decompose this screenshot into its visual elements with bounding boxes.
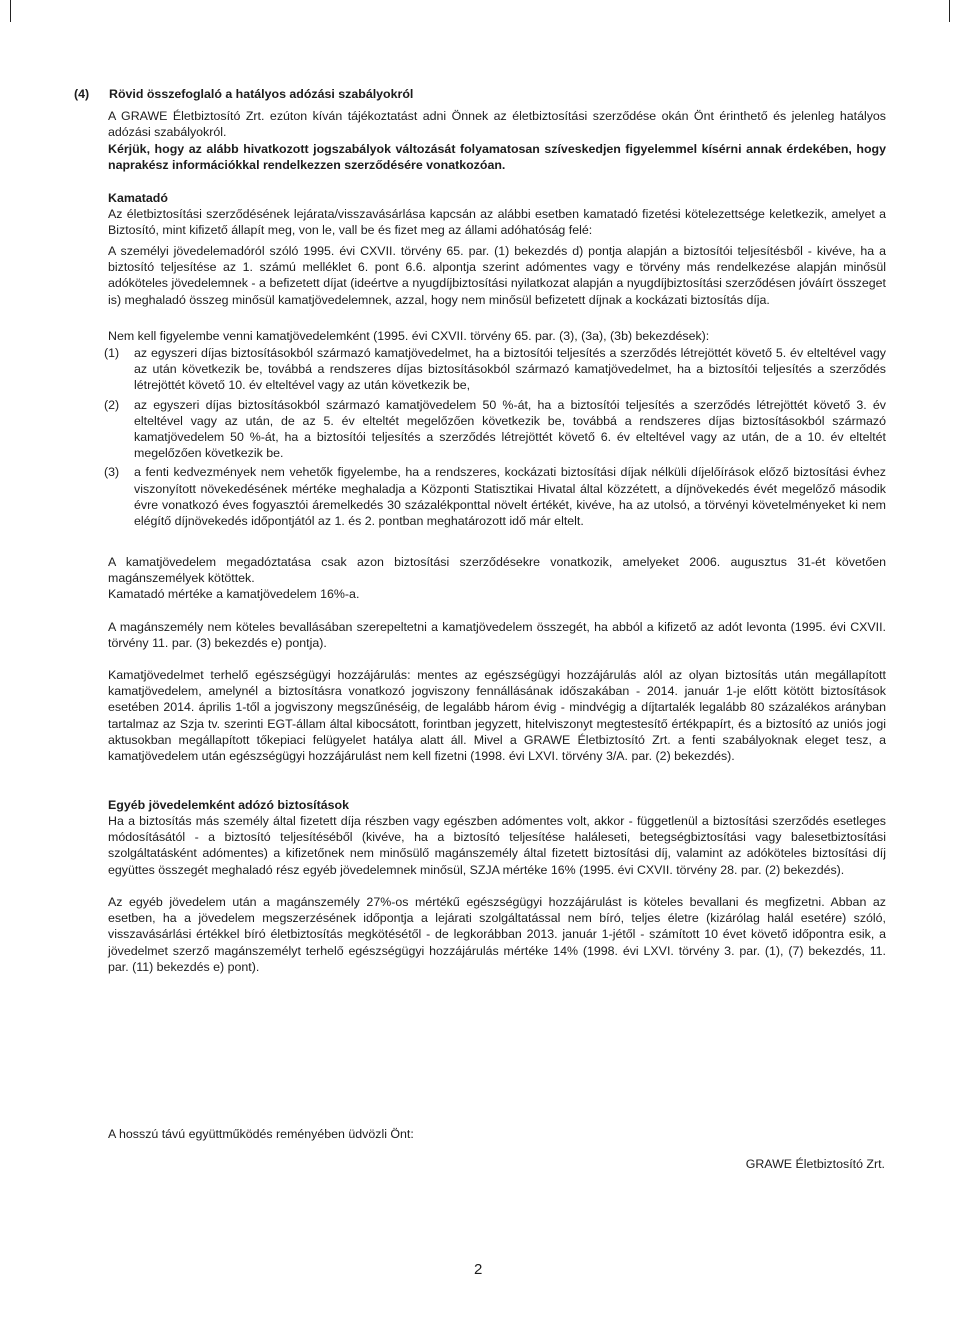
- crop-mark-left: [10, 0, 11, 22]
- intro-bold-paragraph: Kérjük, hogy az alább hivatkozott jogszabályok változását folyamatosan szíveskedjen figyelemmel kísérni annak érdekében, hogy naprakész információkkal rendelkezzen szerződésére vonatkozóan.: [108, 142, 886, 173]
- list-item-number: (1): [104, 346, 120, 360]
- list-item-text: az egyszeri díjas biztosításokból származó kamatjövedelem 50 %-át, ha a biztosítói teljesítés a szerződés létrejöttét követő 3. év elteltével vagy az után, de az 5. év elteltét megelőzően következik be, továbbá a rendszeres díjas biztosításokból származó kamatjövedelem 50 %-át, ha a biztosítói teljesítés a szerződés létrejöttét követő 6. év elteltével vagy az után, de a 10. év elteltét megelőzően következik be.: [134, 397, 886, 461]
- kamatado-paragraph-1: Az életbiztosítási szerződésének lejárata/visszavásárlása kapcsán az alábbi esetben kamatadó fizetési kötelezettsége keletkezik, amelyet a Biztosító, mint kifizető állapít meg, von le, vall be és fizet meg az állami adóhatóság felé:: [108, 207, 886, 238]
- section-title: [74, 86, 413, 102]
- kamatado-heading: Kamatadó: [108, 191, 168, 205]
- exemption-list: [104, 345, 886, 532]
- list-item-number: (3): [104, 465, 120, 480]
- kamatado-paragraph-2: A személyi jövedelemadóról szóló 1995. évi CXVII. törvény 65. par. (1) bekezdés d) pontja alapján a biztosítói teljesítésből - kivéve, ha a biztosító teljesítése az 1. számú melléklet 6. pont 6.6. alpontja szerint adómentes vagy e törvény más rendelkezése alapján minősül adóköteles jövedelemnek - a befizetett díjat (ideértve a nyugdíjbiztosítási nyilatkozat alapján a nyugdíjbiztosítási szerződésen jóváírt összeget is) meghaladó összeg minősül kamatjövedelemnek, azzal, hogy nem minősül befizetett díjnak a kockázati biztosítás díja.: [108, 244, 886, 307]
- egyeb-heading: Egyéb jövedelemként adózó biztosítások: [108, 798, 349, 812]
- list-item: [104, 345, 886, 394]
- crop-mark-right: [949, 0, 950, 22]
- kamatado-paragraph-7: Kamatjövedelmet terhelő egészségügyi hozzájárulás: mentes az egészségügyi hozzájárulás alól az olyan biztosítás után megállapított kamatjövedelem, amelynél a biztosításra vonatkozó jogviszony fennállásának időszakában - 2014. január 1-je előtt kötött biztosítások esetében 2014. április 1-től a jogviszony megszűnéséig, de legalább három évig - mindvégig a díjtartalék legalább 80 százalékos arányban tartalmaz az Szja tv. szerinti EGT-állam által kibocsátott, forintban jegyzett, hitelviszonyt megtestesítő értékpapírt, és a biztosító az uniós jogi aktusokban megállapított tőkepiaci felügyelet hatálya alatt áll. Mivel a GRAWE Életbiztosító Zrt. a fenti szabályoknak eleget tesz, a kamatjövedelem után egészségügyi hozzájárulást nem kell fizetni (1998. évi LXVI. törvény 3/A. par. (2) bekezdés).: [108, 668, 886, 764]
- kamatado-paragraph-6: A magánszemély nem köteles bevallásában szerepeltetni a kamatjövedelem összegét, ha abból a kifizető az adót levonta (1995. évi CXVII. törvény 11. par. (3) bekezdés e) pontja).: [108, 620, 886, 651]
- intro-paragraph: A GRAWE Életbiztosító Zrt. ezúton kíván tájékoztatást adni Önnek az életbiztosítási szerződése okán Önt érinthető és jelenleg hatályos adózási szabályokról.: [108, 109, 886, 140]
- list-item: [104, 397, 886, 462]
- egyeb-paragraph-1: Ha a biztosítás más személy által fizetett díja részben vagy egészben adómentes volt, akkor - függetlenül a biztosítási szerződés esetleges módosításától - a biztosító teljesítéséből (kivéve, ha a biztosító teljesítése haláleseti, betegségbiztosítási vagy balesetbiztosítási szolgáltatásként adómentes) a kifizetőnek nem minősülő magánszemély által fizetett biztosítási díj, valamint az adóköteles biztosítási díj együttes összegét meghaladó rész egyéb jövedelemnek minősül, SZJA mértéke 16% (1995. évi CXVII. törvény 28. par. (2) bekezdés).: [108, 814, 886, 877]
- closing-greeting: A hosszú távú együttműködés reményében üdvözli Önt:: [108, 1127, 414, 1141]
- list-item-number: (2): [104, 397, 120, 412]
- kamatado-paragraph-3: Nem kell figyelembe venni kamatjövedelemként (1995. évi CXVII. törvény 65. par. (3), (3a), (3b) bekezdések):: [108, 329, 710, 343]
- kamatado-rate: Kamatadó mértéke a kamatjövedelem 16%-a.: [108, 587, 360, 601]
- section-number: (4): [74, 87, 90, 101]
- section-title-text: Rövid összefoglaló a hatályos adózási szabályokról: [109, 87, 414, 101]
- list-item-text: a fenti kedvezmények nem vehetők figyelembe, ha a rendszeres, kockázati biztosítási díjak nélküli díjelőírások előző biztosítási évhez viszonyított növekedésének mértéke meghaladja a Központi Statisztikai Hivatal által közzétett, a díjnövekedés évét megelőző második évre vonatkozó éves fogyasztói áremelkedés 30 százalékponttal növelt értékét, kivéve, ha az utolsó, a törvényi követelményeket ki nem elégítő díjnövekedés időpontjától az 1. és 2. pontban meghatározott idő már eltelt.: [134, 465, 886, 529]
- signature: GRAWE Életbiztosító Zrt.: [745, 1157, 885, 1171]
- kamatado-paragraph-4: A kamatjövedelem megadóztatása csak azon biztosítási szerződésekre vonatkozik, amelyeket 2006. augusztus 31-ét követően magánszemélyek kötöttek.: [108, 555, 886, 586]
- page-number: 2: [474, 1261, 483, 1278]
- egyeb-paragraph-2: Az egyéb jövedelem után a magánszemély 27%-os mértékű egészségügyi hozzájárulást is köteles bevallani és megfizetni. Abban az esetben, ha a jövedelem megszerzésének időpontja a lejárati szolgáltatással nem bíró, teljes életre (kizárólag halál esetére) szóló, visszavásárlási értékkel bíró életbiztosítás megkötésétől - de legkorábban 2013. január 1-jétől - számított 10 évet követő időpontra esik, a jövedelmet szerző magánszemélyt terhelő egészségügyi hozzájárulás mértéke 14% (1998. évi LXVI. törvény 3. par. (1), (7) bekezdés, 11. par. (11) bekezdés e) pont).: [108, 895, 886, 974]
- list-item: [104, 464, 886, 529]
- list-item-text: az egyszeri díjas biztosításokból származó kamatjövedelmet, ha a biztosítói teljesítés a szerződés létrejöttét követő 5. év elteltével vagy az után következik be, továbbá a rendszeres díjas biztosításokból származó kamatjövedelmet, ha a biztosítói teljesítés a szerződés létrejöttét követő 10. év elteltével vagy az után következik be,: [134, 346, 886, 393]
